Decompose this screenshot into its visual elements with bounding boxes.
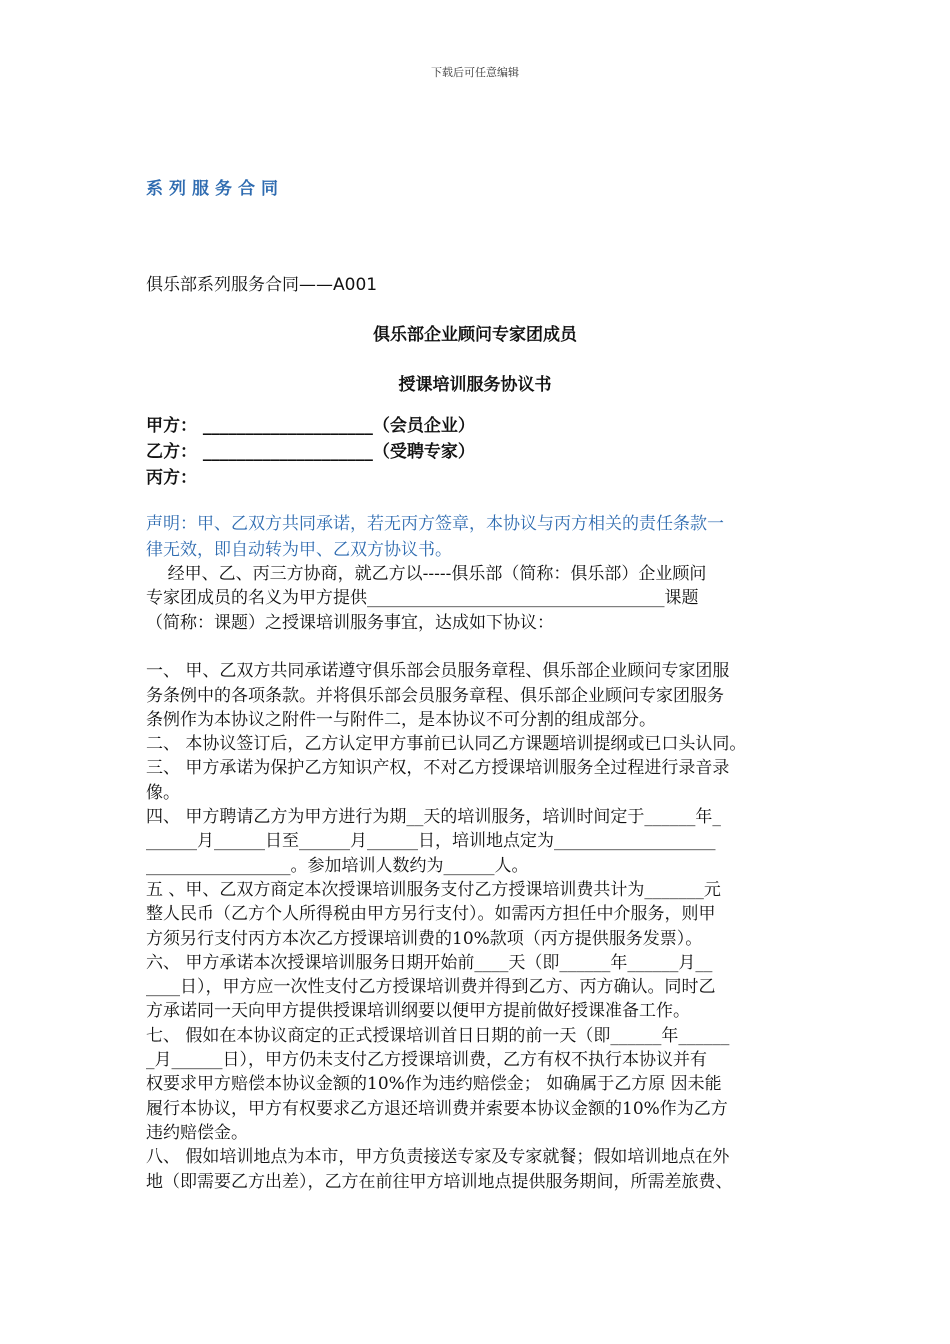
body-line: 方须另行支付丙方本次乙方授课培训费的10%款项（丙方提供服务发票）。	[146, 928, 703, 949]
body-line: 七、 假如在本协议商定的正式授课培训首日日期的前一天（即______年______	[146, 1025, 730, 1046]
title-line-1: 俱乐部企业顾问专家团成员	[373, 325, 577, 345]
party-c: 丙方：	[146, 468, 197, 488]
body-line: _月______日），甲方仍未支付乙方授课培训费，乙方有权不执行本协议并有	[146, 1050, 707, 1070]
body-line: 六、 甲方承诺本次授课培训服务日期开始前____天（即______年______月__	[146, 952, 713, 973]
party-b: 乙方： ____________________（受聘专家）	[146, 442, 475, 462]
title-line-2: 授课培训服务协议书	[398, 375, 552, 395]
body-line: 方承诺同一天向甲方提供授课培训纲要以便甲方提前做好授课准备工作。	[146, 1001, 690, 1022]
series-title: 系列服务合同	[146, 179, 284, 199]
declaration-line: 声明：甲、乙双方共同承诺，若无丙方签章，本协议与丙方相关的责任条款一	[146, 514, 724, 534]
body-line: 五 、甲、乙双方商定本次授课培训服务支付乙方授课培训费共计为_______元	[146, 879, 721, 900]
body-line: 专家团成员的名义为甲方提供___________________________________课题	[146, 588, 699, 609]
body-line: 四、 甲方聘请乙方为甲方进行为期__天的培训服务，培训时间定于______年_	[146, 807, 721, 827]
body-line: 八、 假如培训地点为本市，甲方负责接送专家及专家就餐；假如培训地点在外	[146, 1147, 730, 1168]
body-line: 务条例中的各项条款。并将俱乐部会员服务章程、俱乐部企业顾问专家团服务	[146, 685, 724, 706]
body-line: 违约赔偿金。	[146, 1122, 248, 1143]
body-line: （简称：课题）之授课培训服务事宜，达成如下协议：	[146, 612, 554, 633]
header-note: 下载后可任意编辑	[431, 66, 519, 79]
body-line: _________________。参加培训人数约为______人。	[146, 855, 529, 876]
body-line: 地（即需要乙方出差），乙方在前往甲方培训地点提供服务期间，所需差旅费、	[146, 1171, 733, 1192]
body-line: ______月______日至______月______日，培训地点定为___________________	[146, 831, 716, 852]
body-line: 一、 甲、乙双方共同承诺遵守俱乐部会员服务章程、俱乐部企业顾问专家团服	[146, 661, 730, 682]
body-line: 经甲、乙、丙三方协商，就乙方以-----俱乐部（简称：俱乐部）企业顾问	[146, 564, 707, 584]
contract-code: 俱乐部系列服务合同——A001	[146, 275, 378, 295]
body-line: 二、 本协议签订后，乙方认定甲方事前已认同乙方课题培训提纲或已口头认同。	[146, 734, 747, 755]
body-line: 履行本协议，甲方有权要求乙方退还培训费并索要本协议金额的10%作为乙方	[146, 1098, 728, 1119]
body-line: 条例作为本协议之附件一与附件二，是本协议不可分割的组成部分。	[146, 709, 656, 730]
body-line: 整人民币（乙方个人所得税由甲方另行支付）。如需丙方担任中介服务，则甲	[146, 904, 716, 925]
body-line: 三、 甲方承诺为保护乙方知识产权，不对乙方授课培训服务全过程进行录音录	[146, 758, 730, 779]
body-line: ____日），甲方应一次性支付乙方授课培训费并得到乙方、丙方确认。同时乙	[146, 977, 716, 998]
declaration-line: 律无效，即自动转为甲、乙双方协议书。	[146, 540, 452, 560]
body-line: 像。	[146, 782, 180, 803]
body-line: 权要求甲方赔偿本协议金额的10%作为违约赔偿金； 如确属于乙方原 因未能	[146, 1074, 722, 1095]
party-a: 甲方： ____________________（会员企业）	[146, 416, 475, 436]
